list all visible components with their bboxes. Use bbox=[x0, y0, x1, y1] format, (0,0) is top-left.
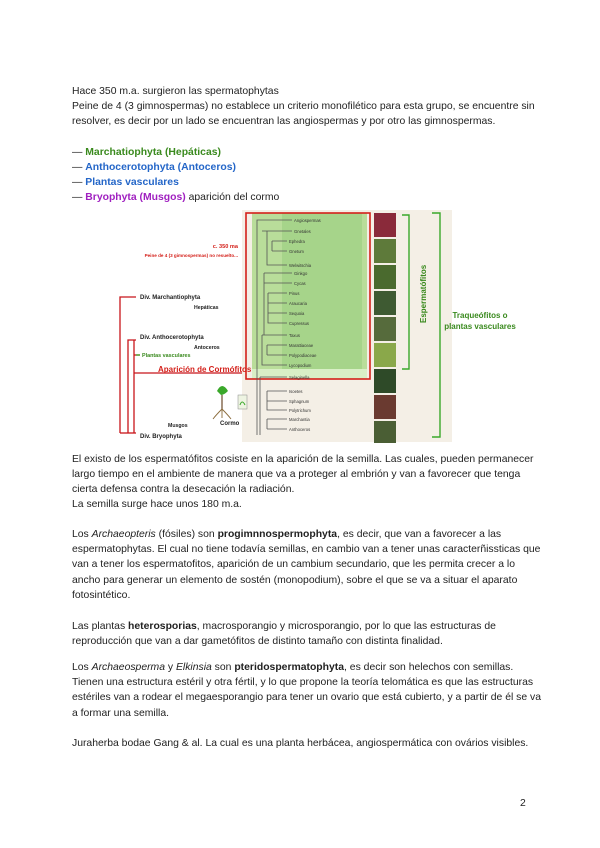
text-span: , macrosporangio y microsporangio, por lo que las estructuras de reproducción que van a dar gametófitos de distinto tamaño con distinta finalidad. bbox=[72, 621, 496, 648]
phylogeny-figure bbox=[82, 205, 532, 445]
hepaticas-label: Hepáticas bbox=[194, 305, 219, 311]
taxon-label: Sequoia bbox=[289, 311, 305, 316]
photo-tile bbox=[374, 317, 396, 341]
text-span: son bbox=[211, 662, 235, 673]
text-span: (fósiles) son bbox=[155, 529, 218, 540]
list-dash: — bbox=[72, 177, 86, 188]
list-dash: — bbox=[72, 162, 86, 173]
taxon-label: Cupressus bbox=[289, 321, 310, 326]
traqueofitos-label-2: plantas vasculares bbox=[444, 322, 516, 331]
antoceros-label: Antoceros bbox=[194, 345, 220, 351]
list-label: Marchatiophyta (Hepáticas) bbox=[85, 147, 221, 158]
italic-term: Archaeosperma bbox=[91, 662, 165, 673]
list-item-anthocerotophyta bbox=[72, 160, 542, 175]
taxon-label: Angiospermas bbox=[294, 218, 321, 223]
list-suffix: aparición del cormo bbox=[185, 192, 280, 203]
bold-term: progimnnospermophyta bbox=[217, 529, 338, 540]
taxon-label: Selaginella bbox=[289, 375, 310, 380]
taxon-label: Marattiaceae bbox=[289, 343, 314, 348]
page-number: 2 bbox=[520, 798, 526, 809]
red-label-peine: Peine de 4 (3 gimnospermas) no resuelto... bbox=[144, 253, 238, 258]
taxon-label: Taxus bbox=[289, 333, 300, 338]
aparicion-cormofitos-label: Aparición de Cormófitos bbox=[158, 365, 252, 374]
cormo-illustration bbox=[213, 386, 247, 419]
text-span: Las plantas bbox=[72, 621, 129, 632]
plant-photos bbox=[374, 213, 396, 443]
shading-band bbox=[252, 369, 367, 379]
list-label: Anthocerotophyta (Antoceros) bbox=[85, 162, 236, 173]
taxon-label: Ephedra bbox=[289, 239, 305, 244]
list-item-marchatiophyta bbox=[72, 145, 542, 160]
paragraph-juraherba: Juraherba bodae Gang & al. La cual es una planta herbácea, angiospermática con ovários visibles. bbox=[72, 738, 529, 749]
cormo-label: Cormo bbox=[220, 421, 240, 427]
bold-term: heterosporias bbox=[128, 621, 197, 632]
taxon-label: Araucaria bbox=[289, 301, 307, 306]
taxon-label: Welwitschia bbox=[289, 263, 312, 268]
taxon-label: Anthoceros bbox=[289, 427, 311, 432]
musgos-label: Musgos bbox=[168, 423, 188, 429]
text-span: Los bbox=[72, 662, 92, 673]
paragraph-heterosporias bbox=[72, 619, 542, 649]
paragraph-archaeopteris bbox=[72, 527, 542, 603]
plantas-vasculares-label: Plantas vasculares bbox=[142, 353, 191, 359]
list-label: Plantas vasculares bbox=[85, 177, 179, 188]
italic-term: Elkinsia bbox=[175, 662, 212, 673]
photo-tile bbox=[374, 291, 396, 315]
photo-tile bbox=[374, 369, 396, 393]
div-bryophyta-label: Div. Bryophyta bbox=[140, 434, 182, 440]
espermatofitos-label: Espermatófitos bbox=[419, 264, 428, 323]
text-span: , es decir, que van a favorecer a las espermatophytas. El cual no tiene todavía semillas, en cambio van a tener unas caracterñissticas que van a tener los espermatofitos, aparición de un cambium secundario, que les permita crecer a lo ancho para generar un elemento de sostén (monopodium), sobre el que se va a situar el aparato fotosintético. bbox=[72, 529, 541, 601]
photo-tile bbox=[374, 395, 396, 419]
taxon-label: Gnetales bbox=[294, 229, 311, 234]
taxon-label: Lycopodium bbox=[289, 363, 312, 368]
taxon-label: Marchantia bbox=[289, 417, 310, 422]
list-item-plantas-vasculares bbox=[72, 175, 542, 190]
taxon-label: Pinus bbox=[289, 291, 300, 296]
taxon-label: Sphagnum bbox=[289, 399, 310, 404]
photo-tile bbox=[374, 343, 396, 367]
photo-tile bbox=[374, 421, 396, 443]
list-item-bryophyta bbox=[72, 190, 542, 205]
text-span: y bbox=[165, 662, 176, 673]
div-marchantiophyta-label: Div. Marchantiophyta bbox=[140, 295, 201, 301]
list-dash: — bbox=[72, 192, 86, 203]
paragraph-semilla: El existo de los espermatófitos cosiste en la aparición de la semilla. Las cuales, pueden permanecer largo tiempo en el ambiente de manera que va a proteger al embrión y van a favorecer que tenga cierta defensa contra la desecación la radiación. bbox=[72, 454, 534, 496]
italic-term: Archaeopteris bbox=[91, 529, 156, 540]
photo-tile bbox=[374, 239, 396, 263]
photo-tile bbox=[374, 213, 396, 237]
taxon-label: Ginkgo bbox=[294, 271, 308, 276]
list-label: Bryophyta (Musgos) bbox=[85, 192, 186, 203]
taxon-label: Gnetum bbox=[289, 249, 304, 254]
taxon-label: Polytrichum bbox=[289, 408, 311, 413]
div-anthocerotophyta-label: Div. Anthocerotophyta bbox=[140, 335, 204, 341]
intro-line-1: Hace 350 m.a. surgieron las spermatophytas bbox=[72, 86, 279, 97]
list-dash: — bbox=[72, 147, 86, 158]
paragraph-pteridospermatophyta bbox=[72, 660, 542, 721]
red-label-350ma: c. 350 ma bbox=[212, 244, 238, 250]
text-span: Los bbox=[72, 529, 92, 540]
traqueofitos-label-1: Traqueófitos o bbox=[452, 311, 508, 320]
photo-tile bbox=[374, 265, 396, 289]
bold-term: pteridospermatophyta bbox=[234, 662, 345, 673]
taxon-label: Isoetes bbox=[289, 389, 303, 394]
taxon-label: Polypodiaceae bbox=[289, 353, 317, 358]
intro-paragraph: Peine de 4 (3 gimnospermas) no establece un criterio monofilético para esta grupo, se encuentre sin resolver, es decir por un lado se encuentran las angiospermas y por otro las gimnospermas. bbox=[72, 101, 535, 128]
taxon-label: Cycas bbox=[294, 281, 306, 286]
text-span: , es decir son helechos con semillas. Tienen una estructura estéril y otra fértil, y lo que propone la teoría telomática es que las estructuras estériles van a rodear el megaesporangio para tener un ovario que está cubierto, y a partir de él se va a formar una semilla. bbox=[72, 662, 542, 719]
paragraph-semilla-fecha: La semilla surge hace unos 180 m.a. bbox=[72, 499, 242, 510]
